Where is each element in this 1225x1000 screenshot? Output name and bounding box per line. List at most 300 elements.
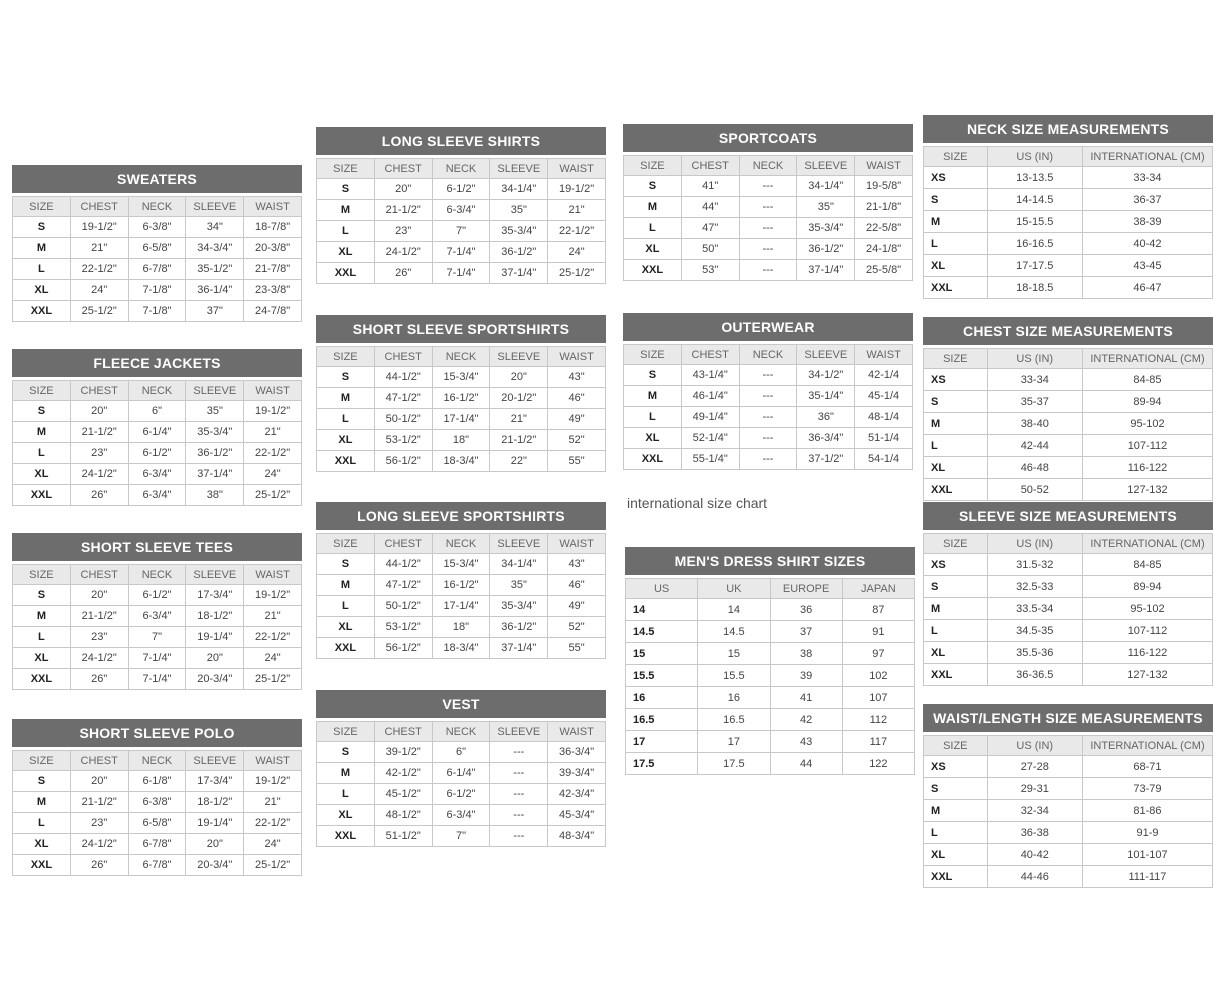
header-row — [626, 579, 915, 599]
size-label-cell: XS — [924, 756, 988, 778]
table-row — [13, 813, 302, 834]
column-header: SLEEVE — [797, 156, 855, 176]
size-label-cell: XL — [317, 430, 375, 451]
table-row — [924, 413, 1213, 435]
table-row — [317, 554, 606, 575]
table-row — [924, 620, 1213, 642]
table-row — [13, 648, 302, 669]
value-cell: 15-15.5 — [987, 211, 1082, 233]
value-cell: 7-1/4" — [432, 242, 490, 263]
table-title: FLEECE JACKETS — [12, 349, 302, 377]
size-label-cell: L — [924, 620, 988, 642]
table-title: MEN'S DRESS SHIRT SIZES — [625, 547, 915, 575]
size-grid — [316, 346, 606, 472]
header-row — [317, 347, 606, 367]
value-cell: 7-1/8" — [128, 301, 186, 322]
size-grid — [316, 533, 606, 659]
value-cell: 40-42 — [1082, 233, 1212, 255]
size-grid — [12, 380, 302, 506]
value-cell: 6-1/8" — [128, 771, 186, 792]
table-row — [624, 260, 913, 281]
value-cell: 56-1/2" — [374, 638, 432, 659]
value-cell: 54-1/4 — [855, 449, 913, 470]
table-row — [317, 742, 606, 763]
value-cell: 6-1/2" — [128, 585, 186, 606]
size-label-cell: L — [317, 596, 375, 617]
table-row — [924, 642, 1213, 664]
table-row — [624, 197, 913, 218]
size-label-cell: XL — [13, 834, 71, 855]
header-row — [317, 159, 606, 179]
column-header: SLEEVE — [797, 345, 855, 365]
table-row — [924, 866, 1213, 888]
value-cell: 36" — [797, 407, 855, 428]
header-row — [624, 156, 913, 176]
column-header: CHEST — [70, 565, 128, 585]
column-header: SLEEVE — [490, 722, 548, 742]
value-cell: 44-1/2" — [374, 367, 432, 388]
value-cell: 21" — [490, 409, 548, 430]
column-header: WAIST — [244, 751, 302, 771]
short-sleeve-tees-table — [12, 533, 302, 690]
table-row — [924, 822, 1213, 844]
table-row — [626, 621, 915, 643]
value-cell: 36-3/4" — [797, 428, 855, 449]
column-header: WAIST — [548, 722, 606, 742]
value-cell: 127-132 — [1082, 479, 1212, 501]
table-title: SHORT SLEEVE SPORTSHIRTS — [316, 315, 606, 343]
size-grid — [316, 721, 606, 847]
value-cell: 35-3/4" — [490, 596, 548, 617]
value-cell: 21-1/2" — [70, 422, 128, 443]
value-cell: 18-1/2" — [186, 792, 244, 813]
header-row — [13, 565, 302, 585]
value-cell: 20-1/2" — [490, 388, 548, 409]
value-cell: 117 — [842, 731, 914, 753]
size-label-cell: 17.5 — [626, 753, 698, 775]
value-cell: 17-3/4" — [186, 585, 244, 606]
column-header: SLEEVE — [490, 159, 548, 179]
value-cell: 84-85 — [1082, 554, 1212, 576]
table-row — [924, 369, 1213, 391]
fleece-jackets-table — [12, 349, 302, 506]
value-cell: 24" — [70, 280, 128, 301]
value-cell: 24" — [244, 834, 302, 855]
value-cell: 37-1/4" — [490, 638, 548, 659]
value-cell: 26" — [374, 263, 432, 284]
value-cell: 37-1/4" — [490, 263, 548, 284]
table-row — [13, 217, 302, 238]
size-label-cell: S — [924, 189, 988, 211]
value-cell: 42-1/4 — [855, 365, 913, 386]
value-cell: 18-7/8" — [244, 217, 302, 238]
size-label-cell: L — [13, 259, 71, 280]
table-row — [13, 792, 302, 813]
value-cell: 48-1/2" — [374, 805, 432, 826]
value-cell: 35" — [186, 401, 244, 422]
value-cell: 17 — [698, 731, 770, 753]
value-cell: 37-1/4" — [186, 464, 244, 485]
value-cell: 52" — [548, 430, 606, 451]
header-row — [317, 534, 606, 554]
column-header: SIZE — [13, 565, 71, 585]
column-header: CHEST — [374, 347, 432, 367]
value-cell: 68-71 — [1082, 756, 1212, 778]
table-row — [626, 687, 915, 709]
size-grid — [12, 196, 302, 322]
header-row — [13, 381, 302, 401]
size-label-cell: XL — [624, 428, 682, 449]
table-row — [924, 277, 1213, 299]
size-label-cell: M — [13, 606, 71, 627]
column-header: SLEEVE — [186, 565, 244, 585]
size-label-cell: XL — [317, 805, 375, 826]
value-cell: 14-14.5 — [987, 189, 1082, 211]
table-title: NECK SIZE MEASUREMENTS — [923, 115, 1213, 143]
value-cell: 37-1/2" — [797, 449, 855, 470]
value-cell: 48-1/4 — [855, 407, 913, 428]
table-row — [13, 280, 302, 301]
value-cell: 41" — [681, 176, 739, 197]
value-cell: 36-37 — [1082, 189, 1212, 211]
value-cell: 34-1/2" — [797, 365, 855, 386]
table-row — [13, 443, 302, 464]
column-header: SIZE — [317, 534, 375, 554]
column-header: WAIST — [244, 197, 302, 217]
value-cell: 52-1/4" — [681, 428, 739, 449]
value-cell: 18-3/4" — [432, 451, 490, 472]
value-cell: 20-3/8" — [244, 238, 302, 259]
column-header: CHEST — [374, 722, 432, 742]
size-grid — [623, 344, 913, 470]
size-label-cell: M — [624, 386, 682, 407]
table-row — [317, 638, 606, 659]
table-row — [13, 464, 302, 485]
value-cell: --- — [739, 407, 797, 428]
column-header: INTERNATIONAL (CM) — [1082, 736, 1212, 756]
vest-table — [316, 690, 606, 847]
value-cell: 25-1/2" — [244, 485, 302, 506]
column-header: SIZE — [924, 147, 988, 167]
table-row — [317, 805, 606, 826]
size-label-cell: M — [924, 211, 988, 233]
table-row — [317, 575, 606, 596]
size-label-cell: XXL — [317, 638, 375, 659]
value-cell: 24" — [244, 648, 302, 669]
value-cell: 73-79 — [1082, 778, 1212, 800]
value-cell: 45-1/2" — [374, 784, 432, 805]
size-label-cell: L — [624, 218, 682, 239]
size-label-cell: XXL — [13, 669, 71, 690]
size-label-cell: S — [317, 367, 375, 388]
value-cell: 25-5/8" — [855, 260, 913, 281]
size-label-cell: L — [317, 221, 375, 242]
value-cell: 18-18.5 — [987, 277, 1082, 299]
column-header: WAIST — [244, 565, 302, 585]
value-cell: 6-1/2" — [432, 784, 490, 805]
size-grid — [923, 735, 1213, 888]
size-label-cell: L — [13, 627, 71, 648]
table-row — [13, 422, 302, 443]
value-cell: 35" — [490, 200, 548, 221]
value-cell: 34-1/4" — [490, 179, 548, 200]
value-cell: 33.5-34 — [987, 598, 1082, 620]
value-cell: 14.5 — [698, 621, 770, 643]
value-cell: 20" — [186, 648, 244, 669]
value-cell: 17-3/4" — [186, 771, 244, 792]
value-cell: 41 — [770, 687, 842, 709]
table-row — [626, 643, 915, 665]
value-cell: 35.5-36 — [987, 642, 1082, 664]
value-cell: 43" — [548, 554, 606, 575]
value-cell: 26" — [70, 855, 128, 876]
value-cell: --- — [490, 826, 548, 847]
size-label-cell: M — [317, 763, 375, 784]
value-cell: 43 — [770, 731, 842, 753]
value-cell: 16 — [698, 687, 770, 709]
value-cell: 107 — [842, 687, 914, 709]
value-cell: 24-7/8" — [244, 301, 302, 322]
value-cell: 7" — [432, 826, 490, 847]
value-cell: 55-1/4" — [681, 449, 739, 470]
value-cell: 122 — [842, 753, 914, 775]
value-cell: --- — [490, 805, 548, 826]
size-label-cell: 14 — [626, 599, 698, 621]
value-cell: 23" — [374, 221, 432, 242]
value-cell: 6-7/8" — [128, 855, 186, 876]
column-header: WAIST — [855, 345, 913, 365]
column-header: CHEST — [681, 156, 739, 176]
value-cell: 27-28 — [987, 756, 1082, 778]
table-row — [626, 665, 915, 687]
value-cell: 6-3/4" — [432, 805, 490, 826]
size-label-cell: L — [924, 233, 988, 255]
column-header: NECK — [432, 534, 490, 554]
value-cell: 19-1/2" — [244, 585, 302, 606]
header-row — [924, 349, 1213, 369]
value-cell: 101-107 — [1082, 844, 1212, 866]
size-label-cell: L — [317, 784, 375, 805]
column-header: JAPAN — [842, 579, 914, 599]
value-cell: 25-1/2" — [244, 669, 302, 690]
value-cell: 46" — [548, 388, 606, 409]
column-header: SIZE — [924, 736, 988, 756]
value-cell: 22-1/2" — [548, 221, 606, 242]
table-row — [13, 834, 302, 855]
value-cell: 16-1/2" — [432, 575, 490, 596]
value-cell: 17-1/4" — [432, 596, 490, 617]
value-cell: 89-94 — [1082, 576, 1212, 598]
size-label-cell: M — [317, 388, 375, 409]
column-header: WAIST — [244, 381, 302, 401]
value-cell: 7-1/4" — [128, 648, 186, 669]
value-cell: 6-7/8" — [128, 834, 186, 855]
waist-length-size-measurements-table — [923, 704, 1213, 888]
value-cell: 14 — [698, 599, 770, 621]
header-row — [924, 736, 1213, 756]
value-cell: 6-3/4" — [128, 606, 186, 627]
column-header: US (IN) — [987, 349, 1082, 369]
size-label-cell: XS — [924, 167, 988, 189]
value-cell: 40-42 — [987, 844, 1082, 866]
value-cell: 6-1/4" — [128, 422, 186, 443]
column-header: CHEST — [681, 345, 739, 365]
value-cell: 16-1/2" — [432, 388, 490, 409]
value-cell: 38-40 — [987, 413, 1082, 435]
column-header: SIZE — [624, 345, 682, 365]
value-cell: 34.5-35 — [987, 620, 1082, 642]
table-row — [13, 771, 302, 792]
size-label-cell: M — [317, 575, 375, 596]
long-sleeve-shirts-table — [316, 127, 606, 284]
value-cell: --- — [490, 763, 548, 784]
column-header: US — [626, 579, 698, 599]
table-row — [13, 855, 302, 876]
value-cell: 20-3/4" — [186, 855, 244, 876]
value-cell: 39-1/2" — [374, 742, 432, 763]
table-title: LONG SLEEVE SHIRTS — [316, 127, 606, 155]
header-row — [924, 534, 1213, 554]
size-label-cell: L — [13, 443, 71, 464]
size-label-cell: XXL — [317, 451, 375, 472]
size-label-cell: 17 — [626, 731, 698, 753]
column-header: WAIST — [548, 159, 606, 179]
column-header: SLEEVE — [186, 381, 244, 401]
size-label-cell: XXL — [317, 826, 375, 847]
value-cell: 34-1/4" — [490, 554, 548, 575]
value-cell: 42-1/2" — [374, 763, 432, 784]
value-cell: 116-122 — [1082, 457, 1212, 479]
table-row — [924, 844, 1213, 866]
value-cell: 47" — [681, 218, 739, 239]
table-row — [317, 826, 606, 847]
size-label-cell: S — [924, 576, 988, 598]
table-row — [13, 606, 302, 627]
table-title: LONG SLEEVE SPORTSHIRTS — [316, 502, 606, 530]
size-label-cell: S — [924, 778, 988, 800]
size-label-cell: S — [317, 179, 375, 200]
neck-size-measurements-table — [923, 115, 1213, 299]
value-cell: 50-52 — [987, 479, 1082, 501]
size-label-cell: S — [924, 391, 988, 413]
value-cell: 116-122 — [1082, 642, 1212, 664]
size-label-cell: XL — [924, 457, 988, 479]
table-row — [924, 255, 1213, 277]
table-row — [924, 479, 1213, 501]
value-cell: 35-1/4" — [797, 386, 855, 407]
value-cell: 36-1/2" — [797, 239, 855, 260]
value-cell: 50" — [681, 239, 739, 260]
size-label-cell: XXL — [924, 866, 988, 888]
size-label-cell: XXL — [13, 855, 71, 876]
short-sleeve-sportshirts-table — [316, 315, 606, 472]
table-title: CHEST SIZE MEASUREMENTS — [923, 317, 1213, 345]
value-cell: 6-5/8" — [128, 813, 186, 834]
value-cell: 21-1/2" — [70, 606, 128, 627]
size-label-cell: S — [13, 771, 71, 792]
column-header: WAIST — [548, 534, 606, 554]
table-title: SLEEVE SIZE MEASUREMENTS — [923, 502, 1213, 530]
value-cell: 39 — [770, 665, 842, 687]
size-label-cell: L — [924, 435, 988, 457]
value-cell: 20" — [374, 179, 432, 200]
value-cell: 24-1/2" — [374, 242, 432, 263]
value-cell: 15 — [698, 643, 770, 665]
value-cell: --- — [739, 197, 797, 218]
table-title: SPORTCOATS — [623, 124, 913, 152]
column-header: US (IN) — [987, 147, 1082, 167]
value-cell: 21" — [244, 792, 302, 813]
value-cell: 46" — [548, 575, 606, 596]
size-label-cell: M — [924, 598, 988, 620]
value-cell: 111-117 — [1082, 866, 1212, 888]
value-cell: 24-1/2" — [70, 834, 128, 855]
column-header: SIZE — [13, 197, 71, 217]
table-row — [317, 596, 606, 617]
value-cell: --- — [739, 260, 797, 281]
value-cell: 35-3/4" — [186, 422, 244, 443]
value-cell: 21" — [244, 606, 302, 627]
value-cell: 107-112 — [1082, 435, 1212, 457]
value-cell: 44" — [681, 197, 739, 218]
column-header: INTERNATIONAL (CM) — [1082, 349, 1212, 369]
table-row — [317, 367, 606, 388]
size-grid — [923, 146, 1213, 299]
size-label-cell: XXL — [924, 479, 988, 501]
value-cell: 24" — [244, 464, 302, 485]
column-header: NECK — [432, 159, 490, 179]
size-grid — [12, 564, 302, 690]
column-header: SLEEVE — [186, 197, 244, 217]
table-title: SWEATERS — [12, 165, 302, 193]
value-cell: 15-3/4" — [432, 367, 490, 388]
header-row — [13, 197, 302, 217]
value-cell: 19-5/8" — [855, 176, 913, 197]
value-cell: 34-1/4" — [797, 176, 855, 197]
value-cell: 17.5 — [698, 753, 770, 775]
value-cell: 34-3/4" — [186, 238, 244, 259]
value-cell: 21-7/8" — [244, 259, 302, 280]
value-cell: 18" — [432, 617, 490, 638]
value-cell: --- — [739, 218, 797, 239]
value-cell: 19-1/2" — [548, 179, 606, 200]
value-cell: 21" — [70, 238, 128, 259]
value-cell: --- — [739, 176, 797, 197]
table-row — [317, 617, 606, 638]
value-cell: 107-112 — [1082, 620, 1212, 642]
value-cell: 6" — [128, 401, 186, 422]
column-header: SLEEVE — [490, 347, 548, 367]
table-title: VEST — [316, 690, 606, 718]
size-label-cell: S — [13, 585, 71, 606]
size-label-cell: S — [13, 217, 71, 238]
value-cell: 23-3/8" — [244, 280, 302, 301]
size-label-cell: S — [624, 176, 682, 197]
value-cell: 49-1/4" — [681, 407, 739, 428]
table-row — [317, 388, 606, 409]
table-row — [924, 167, 1213, 189]
table-row — [317, 451, 606, 472]
value-cell: 32.5-33 — [987, 576, 1082, 598]
value-cell: --- — [490, 742, 548, 763]
value-cell: 13-13.5 — [987, 167, 1082, 189]
column-header: SIZE — [317, 159, 375, 179]
size-label-cell: L — [624, 407, 682, 428]
value-cell: 20" — [70, 771, 128, 792]
column-header: CHEST — [70, 197, 128, 217]
size-grid — [316, 158, 606, 284]
table-row — [624, 365, 913, 386]
